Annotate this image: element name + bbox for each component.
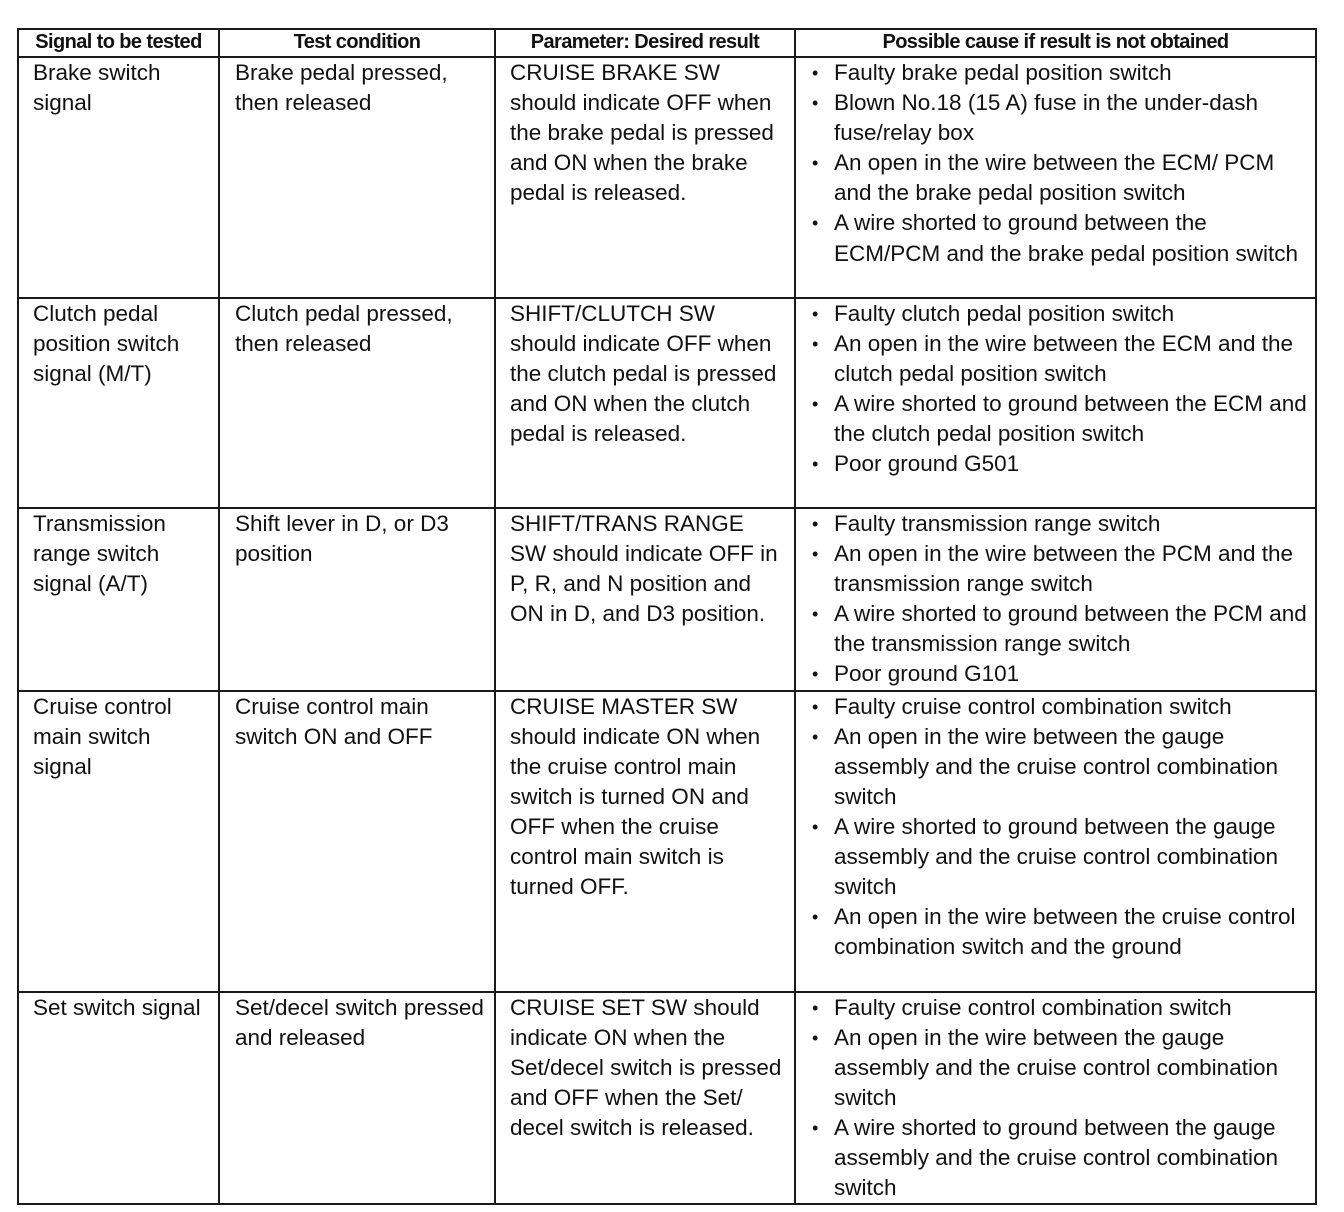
cause-list (810, 58, 1311, 269)
list-item: • Faulty clutch pedal position switch (810, 299, 1311, 329)
signal-cell: Clutch pedal position switch signal (M/T) (18, 298, 219, 508)
cause-list (810, 993, 1311, 1204)
list-item: • Faulty cruise control combination switch (810, 692, 1311, 722)
condition-cell: Cruise control main switch ON and OFF (219, 691, 495, 992)
condition-cell: Set/decel switch pressed and released (219, 992, 495, 1205)
list-item: • A wire shorted to ground between the ECM and the clutch pedal position switch (810, 389, 1311, 449)
header-cause: Possible cause if result is not obtained (795, 29, 1316, 57)
cause-cell (795, 691, 1316, 992)
list-item: • A wire shorted to ground between the ECM/PCM and the brake pedal position switch (810, 208, 1311, 268)
diagnostic-table (17, 28, 1317, 1205)
parameter-cell: SHIFT/CLUTCH SW should indicate OFF when the clutch pedal is pressed and ON when the clutch pedal is released. (495, 298, 795, 508)
parameter-cell: CRUISE BRAKE SW should indicate OFF when the brake pedal is pressed and ON when the brake pedal is released. (495, 57, 795, 298)
list-item: • An open in the wire between the ECM/ PCM and the brake pedal position switch (810, 148, 1311, 208)
header-condition: Test condition (219, 29, 495, 57)
condition-cell: Clutch pedal pressed, then released (219, 298, 495, 508)
signal-cell: Cruise control main switch signal (18, 691, 219, 992)
condition-cell: Shift lever in D, or D3 position (219, 508, 495, 691)
list-item: • An open in the wire between the gauge assembly and the cruise control combination switch (810, 1023, 1311, 1113)
list-item: • A wire shorted to ground between the gauge assembly and the cruise control combination switch (810, 812, 1311, 902)
list-item: • Blown No.18 (15 A) fuse in the under-dash fuse/relay box (810, 88, 1311, 148)
parameter-cell: CRUISE SET SW should indicate ON when the Set/decel switch is pressed and OFF when the Set/ decel switch is released. (495, 992, 795, 1205)
cause-list (810, 692, 1311, 963)
cause-cell (795, 57, 1316, 298)
list-item: • An open in the wire between the PCM and the transmission range switch (810, 539, 1311, 599)
signal-cell: Brake switch signal (18, 57, 219, 298)
cause-list (810, 299, 1311, 480)
cause-cell (795, 992, 1316, 1205)
header-row (18, 29, 1316, 57)
list-item: • Faulty cruise control combination switch (810, 993, 1311, 1023)
list-item: • Poor ground G501 (810, 449, 1311, 479)
list-item: • Poor ground G101 (810, 659, 1311, 689)
list-item: • An open in the wire between the ECM and the clutch pedal position switch (810, 329, 1311, 389)
table-row (18, 57, 1316, 298)
table-row (18, 992, 1316, 1205)
parameter-cell: CRUISE MASTER SW should indicate ON when the cruise control main switch is turned ON and OFF when the cruise control main switch is turned OFF. (495, 691, 795, 992)
list-item: • Faulty brake pedal position switch (810, 58, 1311, 88)
table-row (18, 691, 1316, 992)
list-item: • Faulty transmission range switch (810, 509, 1311, 539)
cause-cell (795, 508, 1316, 691)
cause-list (810, 509, 1311, 690)
parameter-cell: SHIFT/TRANS RANGE SW should indicate OFF in P, R, and N position and ON in D, and D3 position. (495, 508, 795, 691)
header-signal: Signal to be tested (18, 29, 219, 57)
header-parameter: Parameter: Desired result (495, 29, 795, 57)
signal-cell: Set switch signal (18, 992, 219, 1205)
list-item: • An open in the wire between the cruise control combination switch and the ground (810, 902, 1311, 962)
list-item: • A wire shorted to ground between the PCM and the transmission range switch (810, 599, 1311, 659)
table-row (18, 298, 1316, 508)
table-row (18, 508, 1316, 691)
list-item: • A wire shorted to ground between the gauge assembly and the cruise control combination switch (810, 1113, 1311, 1203)
condition-cell: Brake pedal pressed, then released (219, 57, 495, 298)
list-item: • An open in the wire between the gauge assembly and the cruise control combination switch (810, 722, 1311, 812)
signal-cell: Transmission range switch signal (A/T) (18, 508, 219, 691)
cause-cell (795, 298, 1316, 508)
